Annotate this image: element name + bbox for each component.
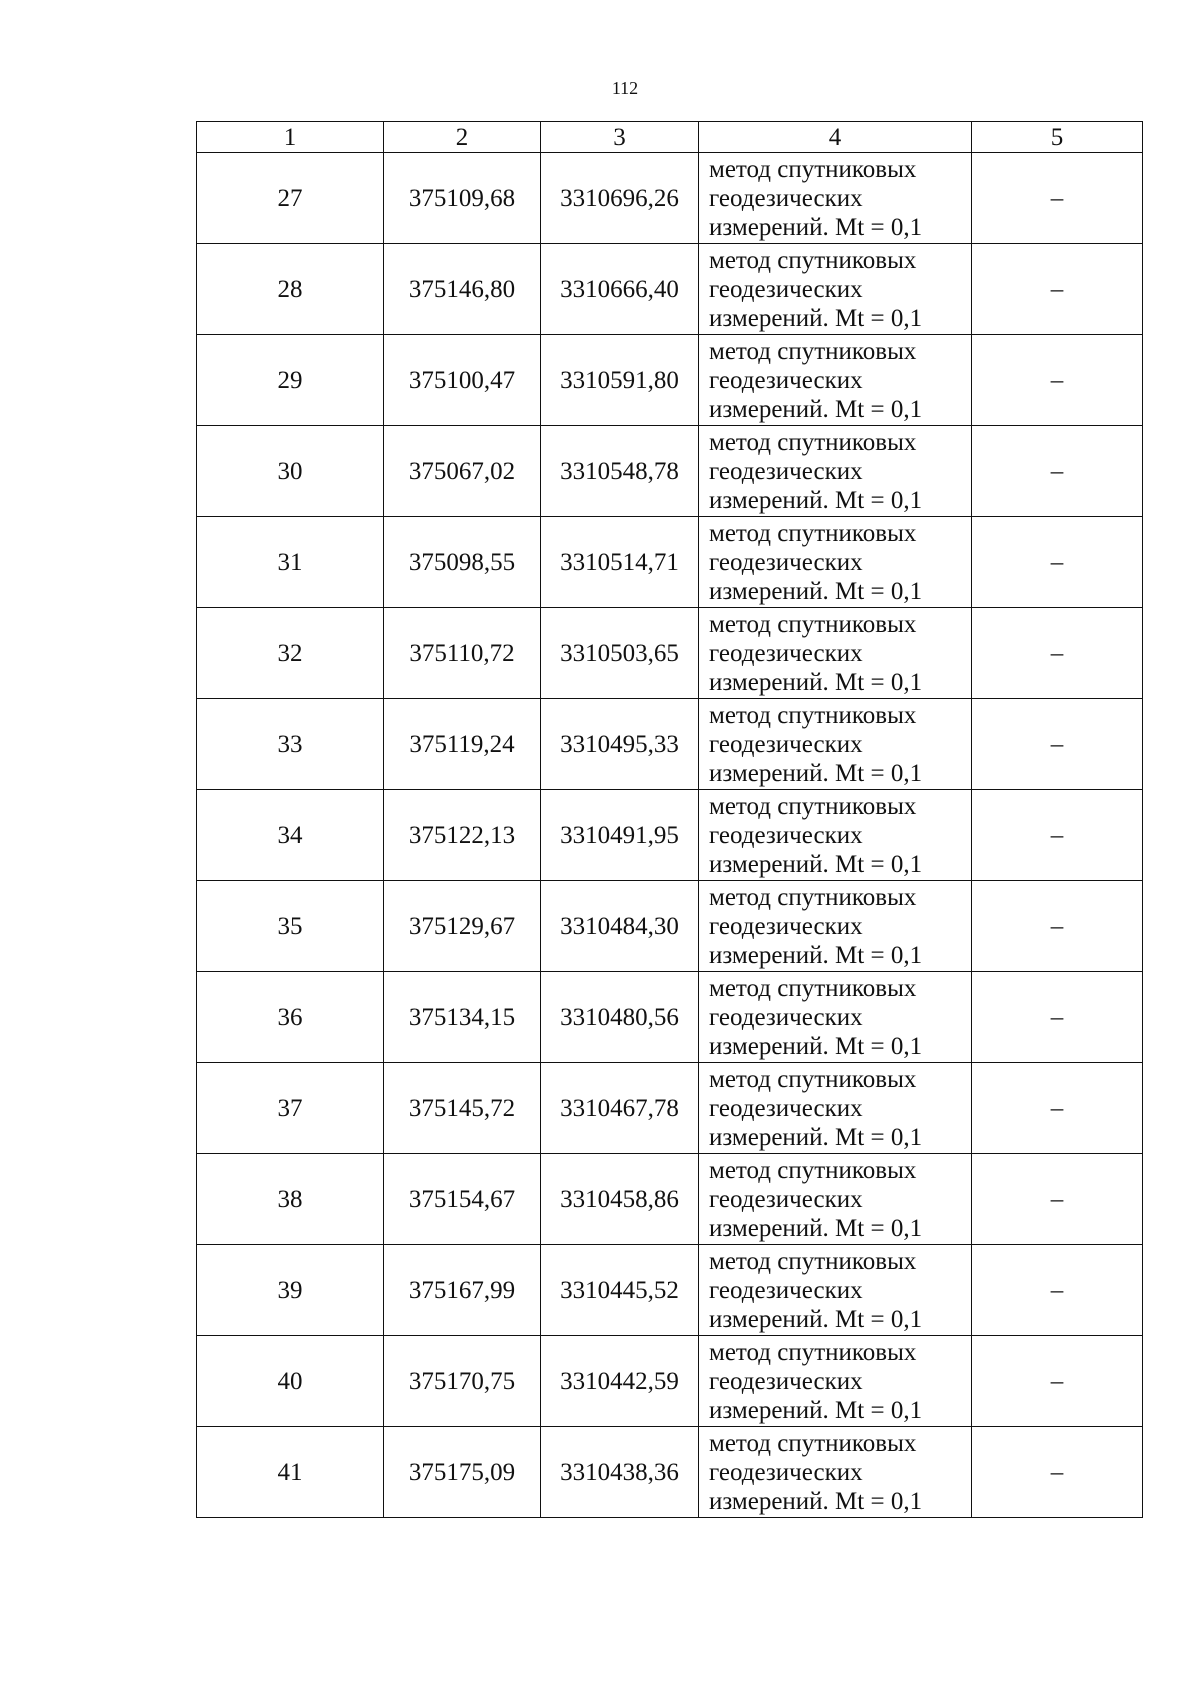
- header-col-1: 1: [197, 122, 384, 153]
- method-line: геодезических: [709, 821, 863, 849]
- method-cell: [699, 1063, 972, 1154]
- note-cell: –: [972, 881, 1143, 972]
- coordinate-x-cell: 375122,13: [384, 790, 541, 881]
- note-cell: –: [972, 1336, 1143, 1427]
- method-line: геодезических: [709, 1185, 863, 1213]
- method-line: метод спутниковых: [709, 792, 917, 820]
- coordinate-y-cell: 3310467,78: [541, 1063, 699, 1154]
- method-line: измерений. Mt = 0,1: [709, 1032, 923, 1060]
- method-line: метод спутниковых: [709, 1338, 917, 1366]
- method-line: метод спутниковых: [709, 1247, 917, 1275]
- coordinate-y-cell: 3310484,30: [541, 881, 699, 972]
- note-cell: –: [972, 426, 1143, 517]
- method-line: измерений. Mt = 0,1: [709, 668, 923, 696]
- coordinate-x-cell: 375098,55: [384, 517, 541, 608]
- method-line: измерений. Mt = 0,1: [709, 304, 923, 332]
- method-line: метод спутниковых: [709, 1429, 917, 1457]
- method-cell: [699, 244, 972, 335]
- method-line: геодезических: [709, 639, 863, 667]
- coordinate-y-cell: 3310696,26: [541, 153, 699, 244]
- coordinate-x-cell: 375134,15: [384, 972, 541, 1063]
- table-row: [197, 517, 1143, 608]
- point-number-cell: 39: [197, 1245, 384, 1336]
- table-body: [197, 153, 1143, 1518]
- note-cell: –: [972, 790, 1143, 881]
- coordinate-y-cell: 3310438,36: [541, 1427, 699, 1518]
- coordinate-x-cell: 375154,67: [384, 1154, 541, 1245]
- method-line: метод спутниковых: [709, 883, 917, 911]
- point-number-cell: 27: [197, 153, 384, 244]
- note-cell: –: [972, 335, 1143, 426]
- method-line: метод спутниковых: [709, 246, 917, 274]
- table-row: [197, 1154, 1143, 1245]
- method-line: геодезических: [709, 1458, 863, 1486]
- coordinate-x-cell: 375100,47: [384, 335, 541, 426]
- method-cell: [699, 608, 972, 699]
- method-line: геодезических: [709, 1003, 863, 1031]
- table-row: [197, 881, 1143, 972]
- method-cell: [699, 1336, 972, 1427]
- point-number-cell: 35: [197, 881, 384, 972]
- method-line: геодезических: [709, 184, 863, 212]
- table-row: [197, 608, 1143, 699]
- table-row: [197, 1063, 1143, 1154]
- method-line: измерений. Mt = 0,1: [709, 941, 923, 969]
- method-cell: [699, 517, 972, 608]
- point-number-cell: 28: [197, 244, 384, 335]
- table-row: [197, 972, 1143, 1063]
- coordinate-y-cell: 3310666,40: [541, 244, 699, 335]
- method-line: измерений. Mt = 0,1: [709, 395, 923, 423]
- method-cell: [699, 426, 972, 517]
- point-number-cell: 40: [197, 1336, 384, 1427]
- header-col-2: 2: [384, 122, 541, 153]
- method-cell: [699, 335, 972, 426]
- point-number-cell: 41: [197, 1427, 384, 1518]
- coordinate-x-cell: 375145,72: [384, 1063, 541, 1154]
- method-line: метод спутниковых: [709, 610, 917, 638]
- note-cell: –: [972, 608, 1143, 699]
- coordinate-y-cell: 3310445,52: [541, 1245, 699, 1336]
- method-cell: [699, 1427, 972, 1518]
- method-line: измерений. Mt = 0,1: [709, 577, 923, 605]
- method-line: геодезических: [709, 548, 863, 576]
- method-line: метод спутниковых: [709, 337, 917, 365]
- coordinate-x-cell: 375109,68: [384, 153, 541, 244]
- method-line: измерений. Mt = 0,1: [709, 1487, 923, 1515]
- point-number-cell: 36: [197, 972, 384, 1063]
- table-row: [197, 426, 1143, 517]
- coordinate-x-cell: 375119,24: [384, 699, 541, 790]
- method-cell: [699, 1245, 972, 1336]
- table-row: [197, 153, 1143, 244]
- table-row: [197, 1427, 1143, 1518]
- method-line: метод спутниковых: [709, 428, 917, 456]
- note-cell: –: [972, 1245, 1143, 1336]
- coordinate-y-cell: 3310495,33: [541, 699, 699, 790]
- coordinate-y-cell: 3310514,71: [541, 517, 699, 608]
- method-line: измерений. Mt = 0,1: [709, 1396, 923, 1424]
- note-cell: –: [972, 1427, 1143, 1518]
- method-cell: [699, 972, 972, 1063]
- coordinate-y-cell: 3310480,56: [541, 972, 699, 1063]
- note-cell: –: [972, 244, 1143, 335]
- point-number-cell: 29: [197, 335, 384, 426]
- table-header: [197, 122, 1143, 153]
- method-line: геодезических: [709, 457, 863, 485]
- note-cell: –: [972, 1063, 1143, 1154]
- method-line: геодезических: [709, 730, 863, 758]
- note-cell: –: [972, 972, 1143, 1063]
- coordinate-x-cell: 375146,80: [384, 244, 541, 335]
- method-cell: [699, 790, 972, 881]
- table-row: [197, 244, 1143, 335]
- header-row: [197, 122, 1143, 153]
- method-line: измерений. Mt = 0,1: [709, 486, 923, 514]
- coordinate-y-cell: 3310503,65: [541, 608, 699, 699]
- method-line: метод спутниковых: [709, 974, 917, 1002]
- method-line: геодезических: [709, 1094, 863, 1122]
- coordinate-x-cell: 375167,99: [384, 1245, 541, 1336]
- method-line: метод спутниковых: [709, 519, 917, 547]
- method-line: измерений. Mt = 0,1: [709, 1123, 923, 1151]
- coordinate-x-cell: 375110,72: [384, 608, 541, 699]
- note-cell: –: [972, 699, 1143, 790]
- point-number-cell: 33: [197, 699, 384, 790]
- point-number-cell: 38: [197, 1154, 384, 1245]
- method-line: геодезических: [709, 1367, 863, 1395]
- point-number-cell: 30: [197, 426, 384, 517]
- method-line: измерений. Mt = 0,1: [709, 1214, 923, 1242]
- method-line: измерений. Mt = 0,1: [709, 850, 923, 878]
- method-line: метод спутниковых: [709, 1156, 917, 1184]
- header-col-5: 5: [972, 122, 1143, 153]
- note-cell: –: [972, 153, 1143, 244]
- coordinate-x-cell: 375170,75: [384, 1336, 541, 1427]
- header-col-3: 3: [541, 122, 699, 153]
- coordinate-x-cell: 375175,09: [384, 1427, 541, 1518]
- point-number-cell: 31: [197, 517, 384, 608]
- coordinate-x-cell: 375067,02: [384, 426, 541, 517]
- method-line: геодезических: [709, 366, 863, 394]
- method-cell: [699, 881, 972, 972]
- method-line: метод спутниковых: [709, 155, 917, 183]
- method-line: геодезических: [709, 912, 863, 940]
- point-number-cell: 32: [197, 608, 384, 699]
- method-line: метод спутниковых: [709, 701, 917, 729]
- coordinate-y-cell: 3310458,86: [541, 1154, 699, 1245]
- coordinates-table: [196, 121, 1143, 1518]
- note-cell: –: [972, 517, 1143, 608]
- method-line: измерений. Mt = 0,1: [709, 1305, 923, 1333]
- coordinate-y-cell: 3310491,95: [541, 790, 699, 881]
- method-cell: [699, 153, 972, 244]
- coordinate-x-cell: 375129,67: [384, 881, 541, 972]
- header-col-4: 4: [699, 122, 972, 153]
- table-row: [197, 1245, 1143, 1336]
- page-number: 112: [611, 78, 639, 98]
- point-number-cell: 37: [197, 1063, 384, 1154]
- table-row: [197, 1336, 1143, 1427]
- coordinate-y-cell: 3310548,78: [541, 426, 699, 517]
- method-line: измерений. Mt = 0,1: [709, 759, 923, 787]
- method-line: геодезических: [709, 1276, 863, 1304]
- coordinate-y-cell: 3310591,80: [541, 335, 699, 426]
- method-line: метод спутниковых: [709, 1065, 917, 1093]
- note-cell: –: [972, 1154, 1143, 1245]
- table-row: [197, 790, 1143, 881]
- coordinate-y-cell: 3310442,59: [541, 1336, 699, 1427]
- table-row: [197, 335, 1143, 426]
- point-number-cell: 34: [197, 790, 384, 881]
- table-row: [197, 699, 1143, 790]
- method-line: геодезических: [709, 275, 863, 303]
- method-cell: [699, 1154, 972, 1245]
- method-line: измерений. Mt = 0,1: [709, 213, 923, 241]
- method-cell: [699, 699, 972, 790]
